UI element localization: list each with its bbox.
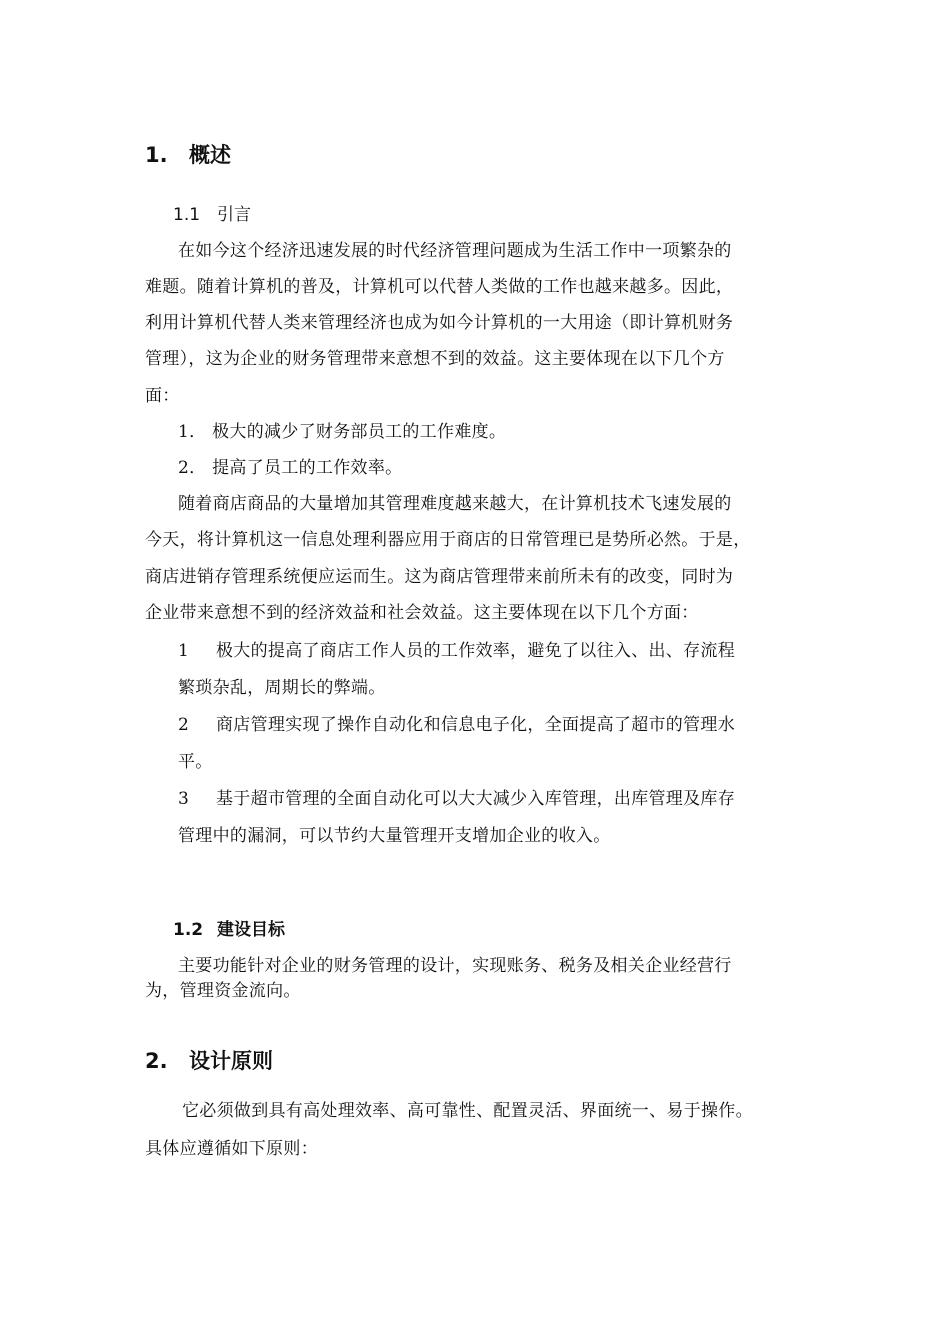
section-1-heading [145,139,231,169]
list-item-text: 商店管理实现了操作自动化和信息电子化，全面提高了超市的管理水 [216,715,735,735]
list-item-continuation: 繁琐杂乱，周期长的弊端。 [178,678,386,698]
list-item: 1． 极大的减少了财务部员工的工作难度。 [178,422,507,442]
list-item-continuation: 平。 [178,752,213,772]
subsection-1-2-heading [173,915,285,940]
paragraph-line: 为，管理资金流向。 [145,981,301,1001]
list-item-text: 极大的提高了商店工作人员的工作效率，避免了以往入、出、存流程 [216,641,735,661]
section-number: 1. [145,143,168,167]
paragraph-line: 它必须做到具有高处理效率、高可靠性、配置灵活、界面统一、易于操作。 [182,1101,753,1121]
paragraph-line: 难题。随着计算机的普及，计算机可以代替人类做的工作也越来越多。因此， [145,277,734,297]
list-item-number: 3 [178,789,190,809]
paragraph-line: 随着商店商品的大量增加其管理难度越来越大，在计算机技术飞速发展的 [178,494,732,514]
subsection-1-1-heading [173,200,251,225]
subsection-title: 建设目标 [217,920,285,940]
list-item-continuation: 管理中的漏洞，可以节约大量管理开支增加企业的收入。 [178,826,611,846]
section-title: 概述 [189,143,231,167]
section-2-heading [145,1045,273,1075]
paragraph-line: 主要功能针对企业的财务管理的设计，实现账务、税务及相关企业经营行 [178,956,732,976]
list-item [178,784,735,809]
list-item [178,710,735,735]
paragraph-line: 商店进销存管理系统便应运而生。这为商店管理带来前所未有的改变，同时为 [145,567,734,587]
paragraph-line: 企业带来意想不到的经济效益和社会效益。这主要体现在以下几个方面： [145,603,699,623]
list-item [178,636,735,661]
list-item-number: 1 [178,641,190,661]
section-number: 2. [145,1049,168,1073]
subsection-number: 1.2 [173,920,204,940]
paragraph-line: 利用计算机代替人类来管理经济也成为如今计算机的一大用途（即计算机财务 [145,313,734,333]
section-title: 设计原则 [189,1049,273,1073]
list-item-text: 基于超市管理的全面自动化可以大大减少入库管理，出库管理及库存 [216,789,735,809]
list-item: 2． 提高了员工的工作效率。 [178,458,403,478]
paragraph-line: 具体应遵循如下原则： [145,1139,318,1159]
paragraph-line: 在如今这个经济迅速发展的时代经济管理问题成为生活工作中一项繁杂的 [178,241,732,261]
list-item-number: 2 [178,715,190,735]
paragraph-line: 管理），这为企业的财务管理带来意想不到的效益。这主要体现在以下几个方 [145,349,725,369]
subsection-number: 1.1 [173,205,201,225]
subsection-title: 引言 [217,205,251,225]
paragraph-line: 面： [145,386,180,406]
paragraph-line: 今天，将计算机这一信息处理利器应用于商店的日常管理已是势所必然。于是， [145,530,751,550]
